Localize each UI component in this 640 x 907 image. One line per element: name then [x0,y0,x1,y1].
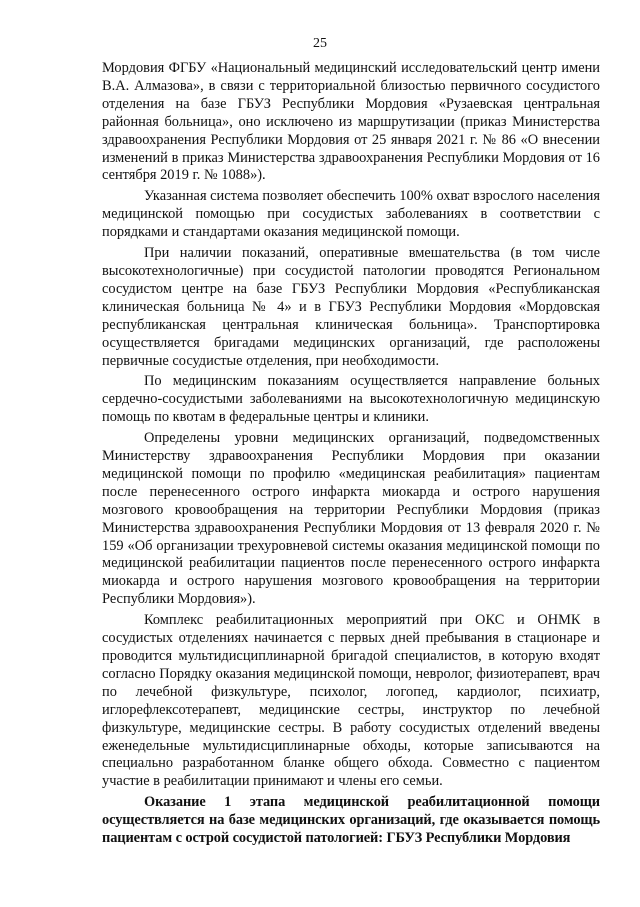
paragraph-continuation: Мордовия ФГБУ «Национальный медицинский исследовательский центр имени В.А. Алмазова», в связи с территориальной близостью первичного сосудистого отделения на базе ГБУЗ Республики Мордовия «Рузаевская центральная районная больница», оно исключено из маршрутизации (приказ Министерства здравоохранения Республики Мордовия от 25 января 2021 г. № 86 «О внесении изменений в приказ Министерства здравоохранения Республики Мордовия от 16 сентября 2019 г. № 1088»). [102,60,600,184]
paragraph: При наличии показаний, оперативные вмешательства (в том числе высокотехнологичные) при сосудистой патологии проводятся Региональном сосудистом центре на базе ГБУЗ Республики Мордовия «Республиканская клиническая больница № 4» и в ГБУЗ Республики Мордовия «Мордовская республиканская центральная клиническая больница». Транспортировка осуществляется бригадами медицинских организаций, где расположены первичные сосудистые отделения, при необходимости. [102,245,600,369]
paragraph: Указанная система позволяет обеспечить 100% охват взрослого населения медицинской помощью при сосудистых заболеваниях в соответствии с порядками и стандартами оказания медицинской помощи. [102,188,600,241]
paragraph: Оказание 1 этапа медицинской реабилитационной помощи осуществляется на базе медицинских организаций, где оказывается помощь пациентам с острой сосудистой патологией: ГБУЗ Республики Мордовия [102,794,600,847]
paragraph: Комплекс реабилитационных мероприятий при ОКС и ОНМК в сосудистых отделениях начинается с первых дней пребывания в стационаре и проводится мультидисциплинарной бригадой специалистов, в которую входят согласно Порядку оказания медицинской помощи, невролог, физиотерапевт, врач по лечебной физкультуре, психолог, логопед, кардиолог, психиатр, иглорефлексотерапевт, медицинские сестры, инструктор по лечебной физкультуре, медицинские сестры. В работу сосудистых отделений введены еженедельные мультидисциплинарные обходы, которые записываются на специально разработанном бланке общего обхода. Совместно с пациентом участие в реабилитации принимают и члены его семьи. [102,612,600,790]
page-number: 25 [313,36,327,51]
document-body [102,60,600,851]
paragraph: Определены уровни медицинских организаций, подведомственных Министерству здравоохранения Республики Мордовия при оказании медицинской помощи по профилю «медицинская реабилитация» пациентам после перенесенного острого инфаркта миокарда и острого нарушения мозгового кровообращения на территории Республики Мордовия (приказ Министерства здравоохранения Республики Мордовия от 13 февраля 2020 г. № 159 «Об организации трехуровневой системы оказания медицинской помощи по медицинской реабилитации пациентов после перенесенного острого инфаркта миокарда и острого нарушения мозгового кровообращения на территории Республики Мордовия»). [102,430,600,608]
paragraph: По медицинским показаниям осуществляется направление больных сердечно-сосудистыми заболеваниями на высокотехнологичную медицинскую помощь по квотам в федеральные центры и клиники. [102,373,600,426]
